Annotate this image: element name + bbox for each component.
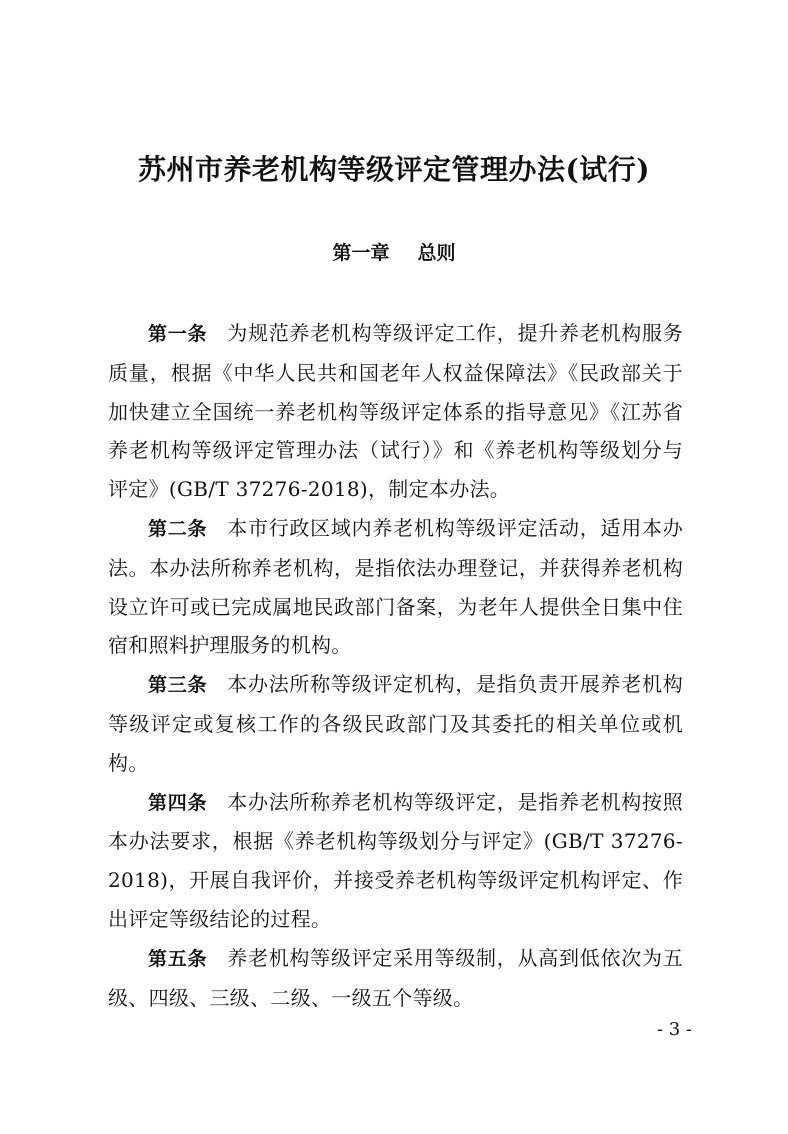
article-label: 第三条 bbox=[148, 674, 208, 697]
article-3 bbox=[108, 665, 683, 782]
article-label: 第一条 bbox=[148, 323, 208, 345]
document-title: 苏州市养老机构等级评定管理办法(试行) bbox=[138, 153, 650, 186]
article-text: 养老机构等级评定采用等级制，从高到低依次为五级、四级、三级、二级、一级五个等级。 bbox=[108, 945, 683, 1010]
article-label: 第四条 bbox=[148, 791, 208, 814]
article-label: 第二条 bbox=[148, 517, 208, 540]
article-label: 第五条 bbox=[148, 947, 208, 970]
page-number: - 3 - bbox=[656, 1019, 692, 1040]
article-text: 本市行政区域内养老机构等级评定活动，适用本办法。本办法所称养老机构，是指依法办理登记，并获得养老机构设立许可或已完成属地民政部门备案，为老年人提供全日集中住宿和照料护理服务的机构。 bbox=[108, 515, 683, 658]
article-1 bbox=[108, 314, 683, 509]
document-body bbox=[108, 314, 683, 1017]
article-4 bbox=[108, 783, 683, 939]
chapter-label: 第一章 bbox=[332, 242, 390, 264]
chapter-heading bbox=[0, 238, 788, 268]
article-5 bbox=[108, 939, 683, 1018]
article-2 bbox=[108, 509, 683, 665]
chapter-name: 总则 bbox=[417, 242, 456, 264]
article-text: 本办法所称养老机构等级评定，是指养老机构按照本办法要求，根据《养老机构等级划分与评定》(GB/T 37276-2018)，开展自我评价，并接受养老机构等级评定机构评定、作出评定等级结论的过程。 bbox=[108, 789, 683, 931]
article-text: 本办法所称等级评定机构，是指负责开展养老机构等级评定或复核工作的各级民政部门及其委托的相关单位或机构。 bbox=[108, 672, 683, 775]
article-text: 为规范养老机构等级评定工作，提升养老机构服务质量，根据《中华人民共和国老年人权益保障法》《民政部关于加快建立全国统一养老机构等级评定体系的指导意见》《江苏省养老机构等级评定管理办法（试行）》和《养老机构等级划分与评定》(GB/T 37276-2018)，制定本办法。 bbox=[108, 321, 683, 502]
